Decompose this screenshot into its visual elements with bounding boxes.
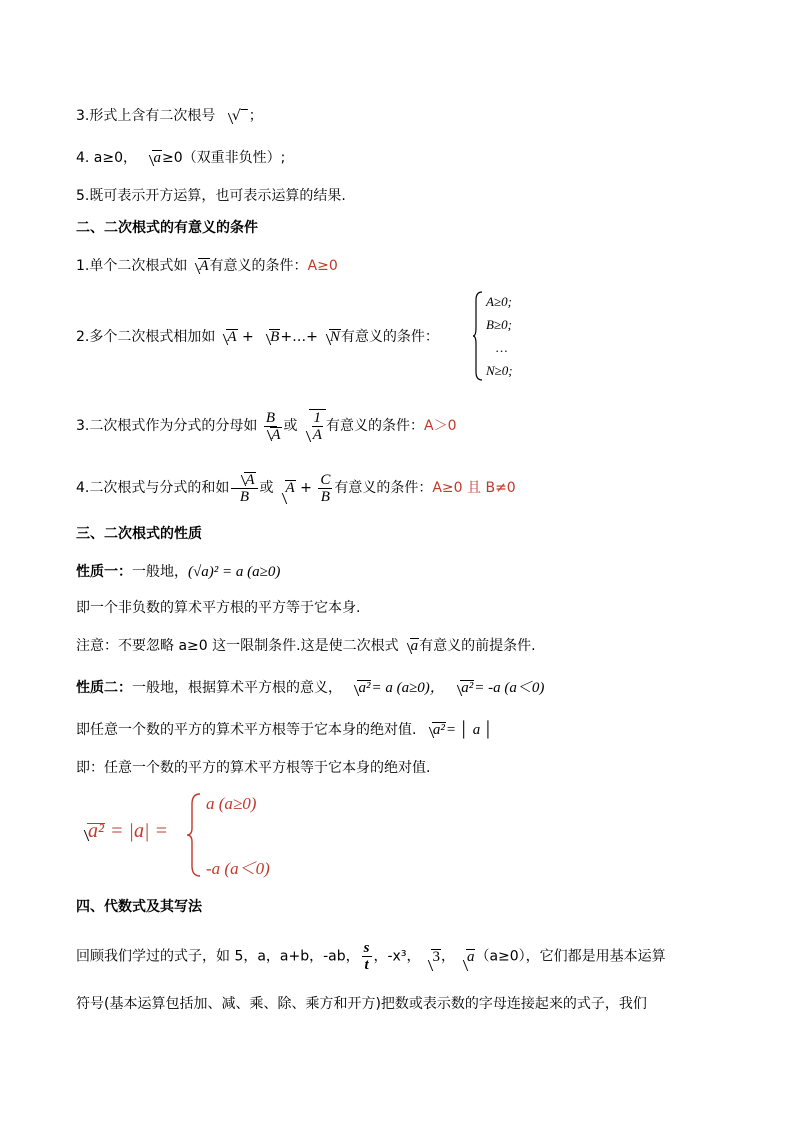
sqrt-B (260, 327, 280, 347)
text: ， (440, 948, 455, 965)
property-1 (76, 562, 280, 582)
property-2-explain (76, 720, 493, 740)
radical-symbol-icon (222, 106, 249, 126)
text: A (199, 258, 209, 274)
condition-4: 4.二次根式与分式的和如 $\frac{A}{B}$ 或 A + $\frac{C}{B}$ 有意义的条件：A≥0 且 B≠0 (76, 471, 516, 505)
numerator: C (320, 471, 331, 488)
case-line: B≥0; (486, 317, 512, 332)
text: A (227, 329, 237, 345)
text: 2.多个二次根式相加如 (76, 329, 216, 345)
text: ； (248, 108, 263, 124)
section-heading-2: 二、二次根式的有意义的条件 (76, 220, 258, 236)
section-heading-3: 三、二次根式的性质 (76, 526, 202, 542)
section-heading-4: 四、代数式及其写法 (76, 899, 202, 915)
text: ，-x³， (373, 948, 421, 965)
fraction (318, 472, 332, 505)
sqrt-a-squared: a² (78, 820, 105, 843)
paragraph-line-1 (76, 940, 666, 973)
text: 一般地， (132, 564, 188, 580)
text: 有意义的前提条件. (419, 638, 536, 654)
formula: = a (a≥0)， (371, 680, 445, 696)
case-line: N≥0; (486, 363, 513, 378)
property-2-repeat: 即：任意一个数的平方的算术平方根等于它本身的绝对值. (76, 760, 431, 776)
text: 1.单个二次根式如 (76, 258, 188, 274)
sqrt-a-squared: a² (348, 678, 371, 698)
denominator: A (312, 427, 322, 444)
condition-1 (76, 256, 338, 276)
cases-brace (472, 290, 542, 382)
fraction (231, 472, 257, 505)
condition-value: A≥0 (307, 258, 338, 274)
line-both: 5.既可表示开方运算，也可表示运算的结果. (76, 188, 346, 204)
case-2: -a (a＜0) (206, 859, 270, 878)
left-brace-icon (186, 792, 202, 878)
line-form (76, 106, 263, 126)
formula-eq: = |a| = (110, 820, 168, 842)
numerator: 1 (313, 410, 322, 427)
sqrt-A (276, 470, 296, 506)
text: 4. a≥0， (76, 150, 138, 166)
left-brace-icon (472, 290, 484, 382)
text: 有意义的条件： (326, 418, 425, 434)
text: 3 (432, 948, 440, 965)
text: A (285, 480, 295, 496)
text: ≥0（双重非负性）; (161, 150, 286, 166)
denominator: B (320, 488, 330, 505)
sqrt-3 (422, 941, 441, 973)
text: B (270, 329, 280, 345)
abs-value-formula (76, 790, 336, 880)
text: 有意义的条件： (340, 329, 439, 345)
sqrt-a (457, 941, 476, 973)
note-line (76, 636, 536, 656)
line-nonneg (76, 148, 285, 168)
text: 一般地，根据算术平方根的意义， (132, 680, 342, 696)
sqrt-a-squared: a² (451, 678, 474, 698)
text: 或 (259, 480, 274, 496)
sqrt-A (235, 472, 255, 488)
property-1-explain: 即一个非负数的算术平方根的平方等于它本身. (76, 600, 361, 616)
paragraph-line-2: 符号(基本运算包括加、减、乘、除、乘方和开方)把数或表示数的字母连接起来的式子，我们 (76, 996, 647, 1012)
case-line: … (496, 340, 508, 355)
case-1: a (a≥0) (206, 794, 257, 813)
property-label: 性质一： (76, 564, 132, 580)
text: 有意义的条件： (209, 258, 308, 274)
text: a (410, 638, 419, 654)
text: a (466, 948, 475, 965)
sqrt-a-squared: a² (423, 720, 446, 740)
text: 回顾我们学过的式子，如 5，a，a+b，-ab， (76, 948, 360, 965)
case-line: A≥0; (486, 294, 512, 309)
text: +…+ (280, 329, 318, 345)
condition-value: A＞0 (424, 418, 457, 434)
formula: (√a)² = a (a≥0) (188, 564, 281, 580)
sqrt-A (261, 427, 281, 443)
text: A (271, 426, 281, 443)
text: N (329, 329, 340, 345)
sqrt-N (320, 327, 341, 347)
numerator: s (363, 940, 370, 956)
condition-value: A≥0 且 B≠0 (432, 480, 516, 496)
denominator: B (239, 488, 250, 505)
formula: = │ a │ (445, 722, 494, 738)
sqrt-a (401, 636, 420, 656)
text: 有意义的条件： (334, 480, 433, 496)
property-2 (76, 678, 544, 698)
condition-2: 2.多个二次根式相加如 A + B+…+ N有意义的条件： (76, 329, 439, 345)
property-label: 性质二： (76, 680, 132, 696)
text: 或 (283, 418, 298, 434)
text: 注意：不要忽略 a≥0 这一限制条件.这是使二次根式 (76, 638, 399, 654)
formula: = -a (a＜0) (474, 680, 545, 696)
radical-symbol-text: √‾ (231, 108, 248, 124)
sqrt-A (189, 256, 209, 276)
text: 3.形式上含有二次根号 (76, 108, 216, 124)
text: 即任意一个数的平方的算术平方根等于它本身的绝对值. (76, 722, 417, 738)
sqrt-a: a (143, 148, 162, 168)
fraction (259, 410, 281, 443)
text: （a≥0），它们都是用基本运算 (475, 948, 666, 965)
text: 3.二次根式作为分式的分母如 (76, 418, 258, 434)
numerator: B (265, 409, 276, 426)
sqrt-A (217, 327, 237, 347)
sqrt-fraction (300, 408, 327, 444)
denominator: t (364, 957, 369, 973)
fraction (362, 940, 372, 973)
condition-3 (76, 408, 457, 444)
text: 4.二次根式与分式的和如 (76, 480, 230, 496)
text: A (245, 471, 255, 488)
